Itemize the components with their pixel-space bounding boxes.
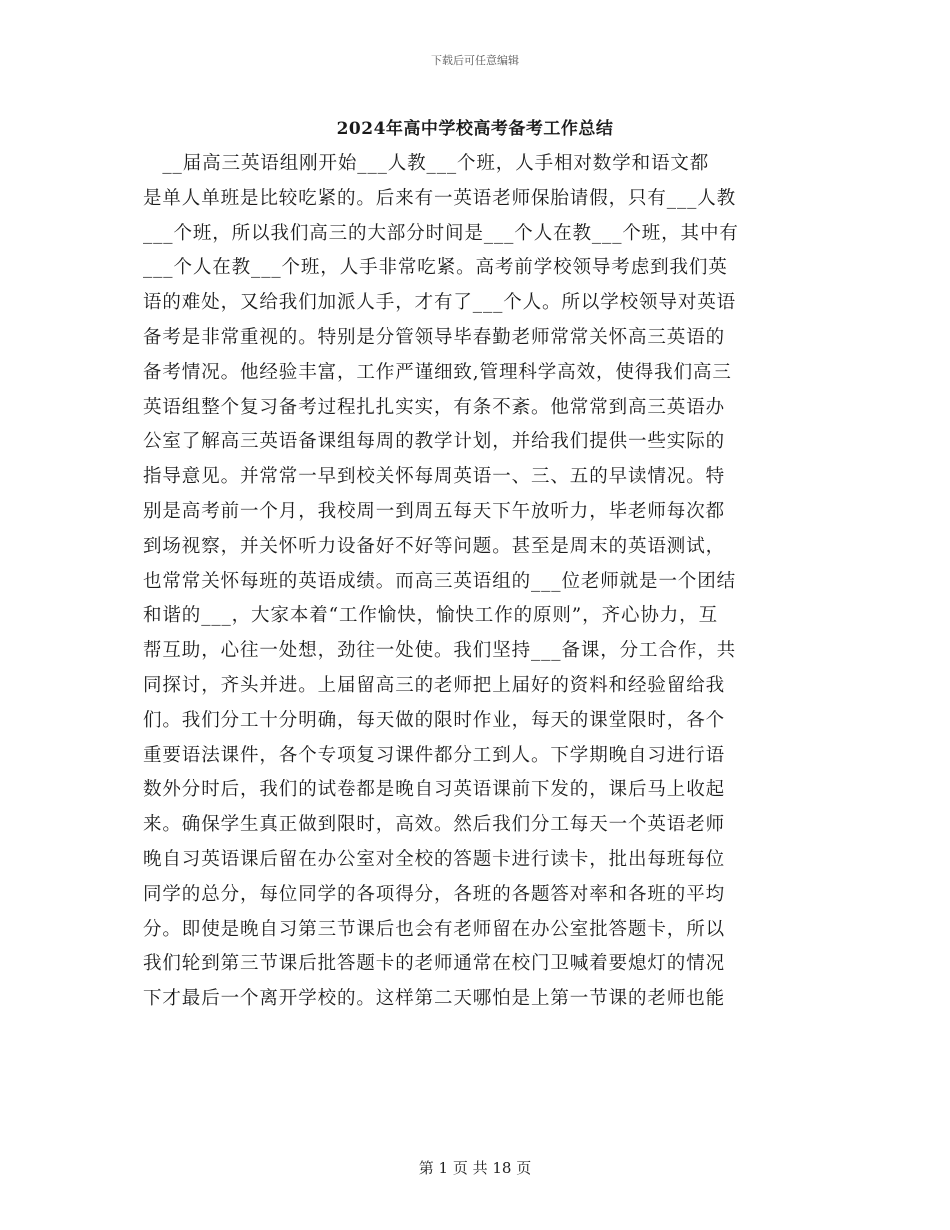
body-line: 来。确保学生真正做到限时，高效。然后我们分工每天一个英语老师 <box>143 814 726 836</box>
body-line: 别是高考前一个月，我校周一到周五每天下午放听力，毕老师每次都 <box>143 500 726 522</box>
document-body <box>143 151 808 1021</box>
body-line: 是单人单班是比较吃紧的。后来有一英语老师保胎请假，只有___人教 <box>143 187 737 209</box>
body-line: ___个班，所以我们高三的大部分时间是___个人在教___个班，其中有 <box>143 222 739 244</box>
body-line: 我们轮到第三节课后批答题卡的老师通常在校门卫喊着要熄灯的情况 <box>143 953 726 975</box>
body-line: 帮互助，心往一处想，劲往一处使。我们坚持___备课，分工合作，共 <box>143 640 737 662</box>
body-line: 们。我们分工十分明确，每天做的限时作业，每天的课堂限时，各个 <box>143 709 726 731</box>
body-line: __届高三英语组刚开始___人教___个班，人手相对数学和语文都 <box>143 153 710 174</box>
body-line: 重要语法课件，各个专项复习课件都分工到人。下学期晚自习进行语 <box>143 744 726 766</box>
body-line: 下才最后一个离开学校的。这样第二天哪怕是上第一节课的老师也能 <box>143 988 726 1010</box>
body-line: ___个人在教___个班，人手非常吃紧。高考前学校领导考虑到我们英 <box>143 257 728 279</box>
body-line: 公室了解高三英语备课组每周的教学计划，并给我们提供一些实际的 <box>143 431 726 453</box>
page-indicator: 第 1 页 共 18 页 <box>418 1159 532 1177</box>
body-line: 到场视察，并关怀听力设备好不好等问题。甚至是周末的英语测试， <box>143 535 726 557</box>
body-line: 同探讨，齐头并进。上届留高三的老师把上届好的资料和经验留给我 <box>143 674 726 696</box>
body-line: 也常常关怀每班的英语成绩。而高三英语组的___位老师就是一个团结 <box>143 570 737 592</box>
body-line: 和谐的___，大家本着“工作愉快，愉快工作的原则”，齐心协力，互 <box>143 605 718 627</box>
body-line: 分。即使是晚自习第三节课后也会有老师留在办公室批答题卡，所以 <box>143 918 726 940</box>
body-line: 备考是非常重视的。特别是分管领导毕春勤老师常常关怀高三英语的 <box>143 326 726 348</box>
body-line: 英语组整个复习备考过程扎扎实实，有条不紊。他常常到高三英语办 <box>143 396 726 418</box>
download-note: 下载后可任意编辑 <box>431 54 519 67</box>
body-line: 指导意见。并常常一早到校关怀每周英语一、三、五的早读情况。特 <box>143 466 726 488</box>
body-line: 备考情况。他经验丰富，工作严谨细致,管理科学高效，使得我们高三 <box>143 361 732 383</box>
body-line: 同学的总分，每位同学的各项得分，各班的各题答对率和各班的平均 <box>143 883 726 905</box>
document-title: 2024年高中学校高考备考工作总结 <box>336 119 614 139</box>
body-line: 语的难处，又给我们加派人手，才有了___个人。所以学校领导对英语 <box>143 292 737 314</box>
body-line: 数外分时后，我们的试卷都是晚自习英语课前下发的，课后马上收起 <box>143 779 726 801</box>
body-line: 晚自习英语课后留在办公室对全校的答题卡进行读卡，批出每班每位 <box>143 848 726 870</box>
